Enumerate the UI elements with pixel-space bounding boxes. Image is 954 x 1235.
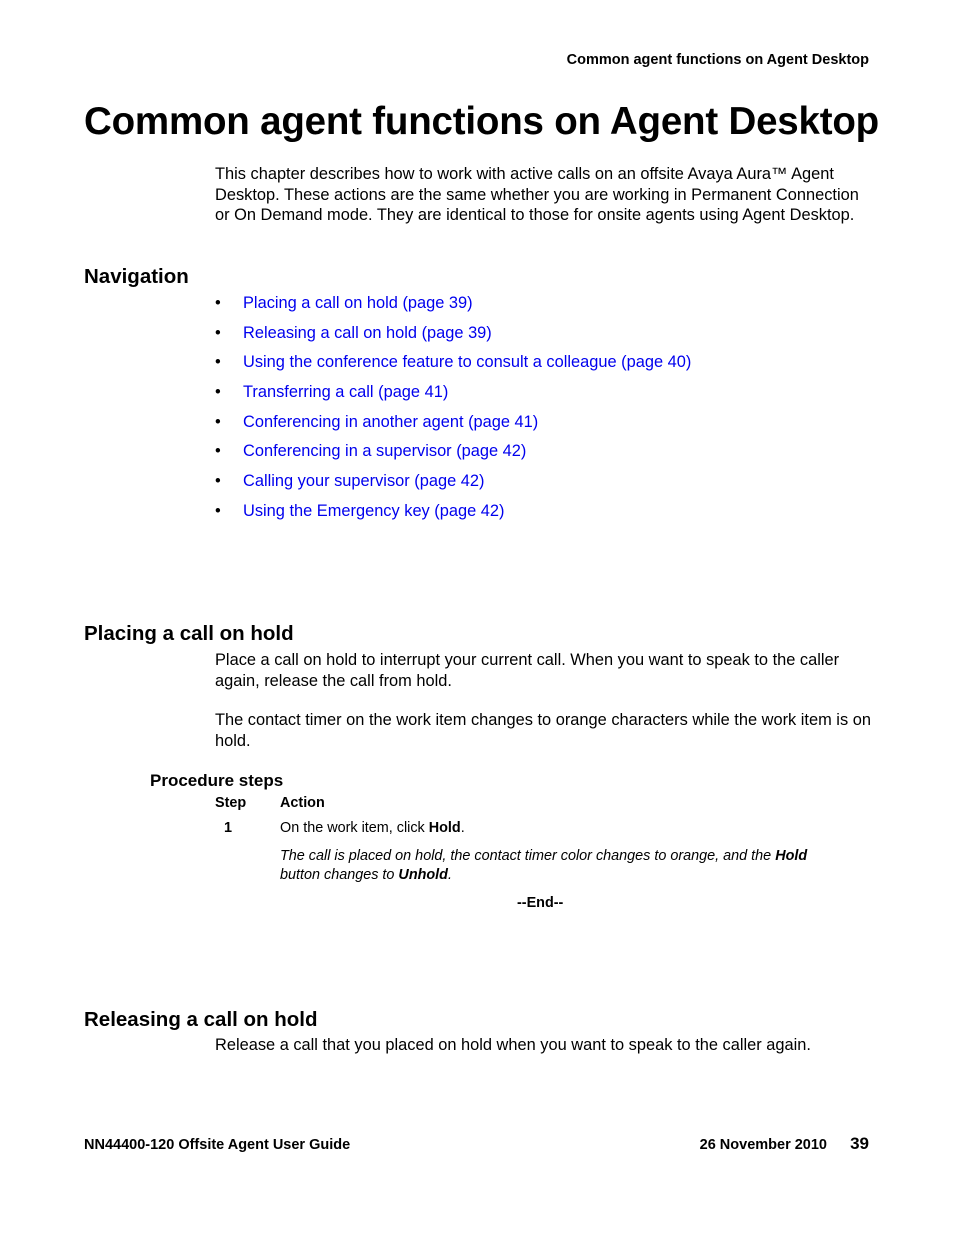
footer-date: 26 November 2010 bbox=[699, 1137, 827, 1153]
bullet: • bbox=[215, 472, 221, 491]
running-header: Common agent functions on Agent Desktop bbox=[566, 52, 869, 68]
result-unhold-label: Unhold bbox=[398, 867, 448, 883]
action-suffix: . bbox=[460, 820, 465, 836]
page-number: 39 bbox=[850, 1134, 869, 1153]
bullet: • bbox=[215, 412, 221, 431]
navigation-heading: Navigation bbox=[84, 265, 189, 288]
step-number: 1 bbox=[224, 820, 233, 836]
link-conferencing-agent[interactable]: Conferencing in another agent (page 41) bbox=[243, 412, 539, 431]
bullet: • bbox=[215, 383, 221, 402]
step-action bbox=[280, 819, 465, 838]
releasing-paragraph: Release a call that you placed on hold when you want to speak to the caller again. bbox=[215, 1036, 811, 1054]
result-hold-label: Hold bbox=[775, 848, 808, 864]
action-column-header: Action bbox=[280, 795, 325, 811]
link-placing-call-on-hold[interactable]: Placing a call on hold (page 39) bbox=[243, 294, 473, 312]
intro-paragraph: This chapter describes how to work with active calls on an offsite Avaya Aura™ Agent Desktop. These actions are the same whether you are working in Permanent Connection or On Demand mode. They are identical to those for onsite agents using Agent Desktop. bbox=[215, 165, 859, 224]
end-marker: --End-- bbox=[517, 895, 564, 911]
placing-heading: Placing a call on hold bbox=[84, 622, 294, 645]
bullet: • bbox=[215, 501, 221, 520]
link-conference-consult[interactable]: Using the conference feature to consult a colleague (page 40) bbox=[243, 353, 692, 372]
bullet: • bbox=[215, 323, 221, 342]
footer-doc-title: NN44400-120 Offsite Agent User Guide bbox=[84, 1137, 351, 1153]
placing-paragraph-2: The contact timer on the work item changes to orange characters while the work item is on hold. bbox=[215, 711, 871, 750]
link-releasing-call-on-hold[interactable]: Releasing a call on hold (page 39) bbox=[243, 323, 492, 342]
link-conferencing-supervisor[interactable]: Conferencing in a supervisor (page 42) bbox=[243, 442, 527, 461]
bullet: • bbox=[215, 442, 221, 461]
step-column-header: Step bbox=[215, 795, 247, 811]
bullet: • bbox=[215, 353, 221, 372]
result-text: button changes to bbox=[280, 867, 399, 883]
step-result-line-1 bbox=[280, 847, 807, 866]
link-emergency-key[interactable]: Using the Emergency key (page 42) bbox=[243, 501, 505, 520]
bullet: • bbox=[215, 294, 221, 312]
action-text: On the work item, click bbox=[280, 820, 429, 836]
result-text: The call is placed on hold, the contact timer color changes to orange, and the bbox=[280, 848, 776, 864]
chapter-title: Common agent functions on Agent Desktop bbox=[84, 100, 879, 143]
step-result-line-2 bbox=[280, 866, 452, 885]
result-suffix: . bbox=[447, 867, 452, 883]
link-transferring-call[interactable]: Transferring a call (page 41) bbox=[243, 383, 449, 402]
releasing-heading: Releasing a call on hold bbox=[84, 1008, 318, 1031]
placing-paragraph-1: Place a call on hold to interrupt your current call. When you want to speak to the caller again, release the call from hold. bbox=[215, 651, 840, 690]
procedure-steps-heading: Procedure steps bbox=[150, 771, 284, 790]
link-calling-supervisor[interactable]: Calling your supervisor (page 42) bbox=[243, 472, 485, 491]
action-hold-label: Hold bbox=[428, 820, 461, 836]
